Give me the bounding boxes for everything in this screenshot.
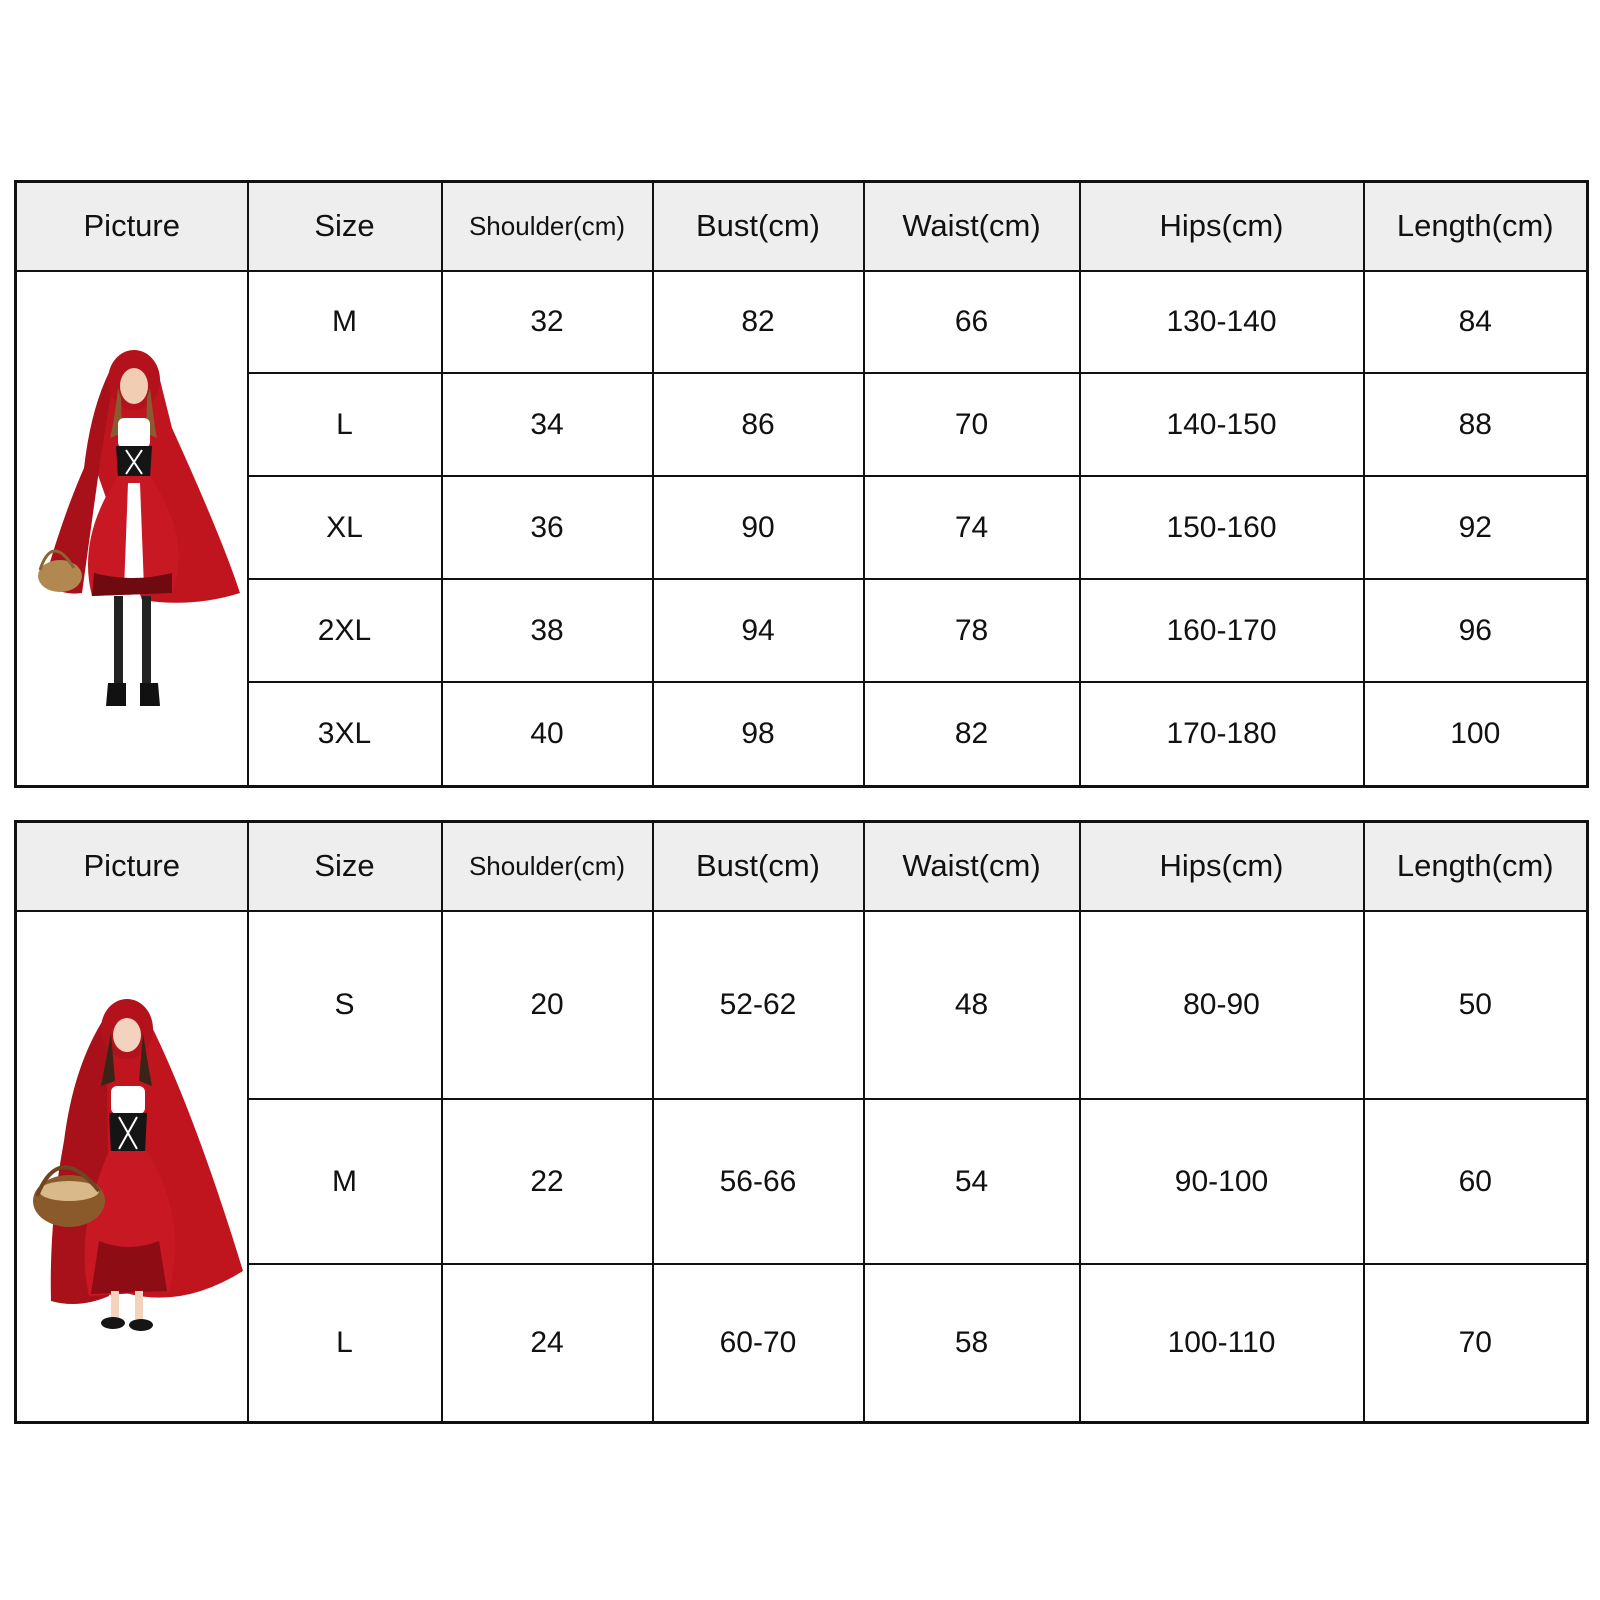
header-hips: Hips(cm)	[1080, 822, 1364, 911]
cell-hips: 80-90	[1080, 911, 1364, 1099]
picture-cell	[16, 271, 248, 787]
header-picture: Picture	[16, 822, 248, 911]
cell-length: 84	[1364, 271, 1588, 374]
cell-shoulder: 22	[442, 1099, 653, 1264]
cell-bust: 60-70	[653, 1264, 864, 1422]
cell-hips: 130-140	[1080, 271, 1364, 374]
table-row	[16, 1099, 1588, 1264]
header-size: Size	[248, 822, 442, 911]
picture-cell	[16, 911, 248, 1423]
cell-bust: 82	[653, 271, 864, 374]
cell-length: 50	[1364, 911, 1588, 1099]
header-waist: Waist(cm)	[864, 182, 1080, 271]
cell-shoulder: 34	[442, 373, 653, 476]
cell-waist: 58	[864, 1264, 1080, 1422]
cell-shoulder: 24	[442, 1264, 653, 1422]
adult-size-table	[14, 180, 1589, 788]
cell-hips: 90-100	[1080, 1099, 1364, 1264]
cell-size: L	[248, 373, 442, 476]
table-row	[16, 682, 1588, 786]
table-header-row	[16, 182, 1588, 271]
cell-length: 96	[1364, 579, 1588, 682]
header-bust: Bust(cm)	[653, 182, 864, 271]
cell-bust: 52-62	[653, 911, 864, 1099]
cell-length: 88	[1364, 373, 1588, 476]
girl-red-riding-hood-costume-photo	[19, 991, 245, 1341]
cell-bust: 56-66	[653, 1099, 864, 1264]
cell-size: XL	[248, 476, 442, 579]
cell-hips: 150-160	[1080, 476, 1364, 579]
header-shoulder: Shoulder(cm)	[442, 822, 653, 911]
cell-waist: 54	[864, 1099, 1080, 1264]
cell-shoulder: 40	[442, 682, 653, 786]
cell-bust: 86	[653, 373, 864, 476]
cell-waist: 48	[864, 911, 1080, 1099]
cell-waist: 82	[864, 682, 1080, 786]
cell-waist: 78	[864, 579, 1080, 682]
table-row	[16, 1264, 1588, 1422]
header-waist: Waist(cm)	[864, 822, 1080, 911]
cell-size: 3XL	[248, 682, 442, 786]
cell-shoulder: 32	[442, 271, 653, 374]
cell-hips: 140-150	[1080, 373, 1364, 476]
kid-size-table	[14, 820, 1589, 1424]
table-row	[16, 373, 1588, 476]
cell-shoulder: 38	[442, 579, 653, 682]
cell-size: 2XL	[248, 579, 442, 682]
table-row	[16, 911, 1588, 1099]
header-picture: Picture	[16, 182, 248, 271]
cell-size: L	[248, 1264, 442, 1422]
woman-red-riding-hood-costume-photo	[22, 338, 242, 718]
cell-shoulder: 36	[442, 476, 653, 579]
cell-length: 100	[1364, 682, 1588, 786]
header-bust: Bust(cm)	[653, 822, 864, 911]
header-hips: Hips(cm)	[1080, 182, 1364, 271]
cell-size: M	[248, 1099, 442, 1264]
table-row	[16, 476, 1588, 579]
cell-bust: 98	[653, 682, 864, 786]
cell-length: 92	[1364, 476, 1588, 579]
table-header-row	[16, 822, 1588, 911]
header-length: Length(cm)	[1364, 182, 1588, 271]
cell-size: S	[248, 911, 442, 1099]
cell-bust: 94	[653, 579, 864, 682]
cell-hips: 100-110	[1080, 1264, 1364, 1422]
header-size: Size	[248, 182, 442, 271]
cell-bust: 90	[653, 476, 864, 579]
cell-waist: 70	[864, 373, 1080, 476]
cell-shoulder: 20	[442, 911, 653, 1099]
cell-hips: 170-180	[1080, 682, 1364, 786]
cell-waist: 74	[864, 476, 1080, 579]
header-shoulder: Shoulder(cm)	[442, 182, 653, 271]
header-length: Length(cm)	[1364, 822, 1588, 911]
cell-length: 70	[1364, 1264, 1588, 1422]
table-row	[16, 271, 1588, 374]
cell-length: 60	[1364, 1099, 1588, 1264]
cell-size: M	[248, 271, 442, 374]
cell-hips: 160-170	[1080, 579, 1364, 682]
cell-waist: 66	[864, 271, 1080, 374]
table-row	[16, 579, 1588, 682]
